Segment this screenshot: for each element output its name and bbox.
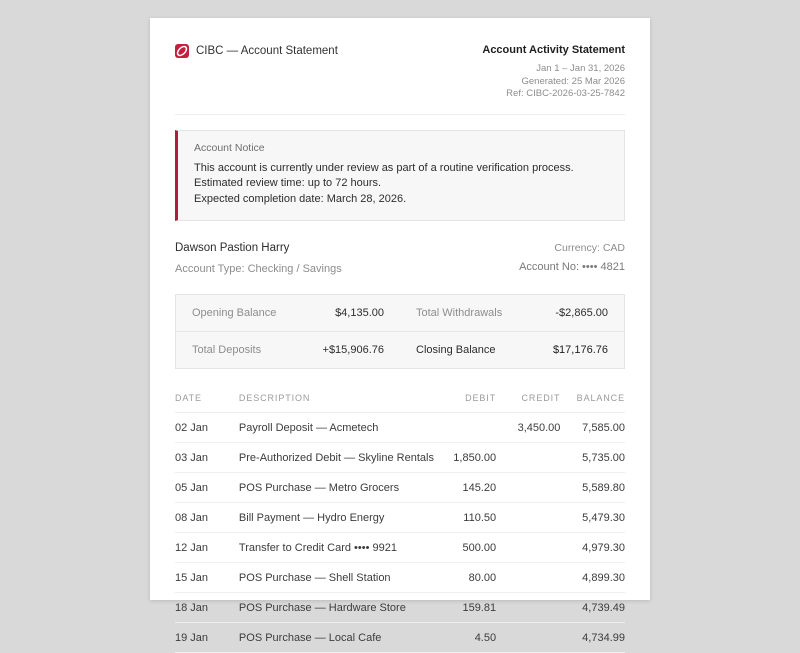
summary-label: Total Withdrawals bbox=[416, 307, 503, 319]
transaction-debit: 159.81 bbox=[434, 593, 496, 623]
transaction-row bbox=[175, 473, 625, 503]
summary-label: Closing Balance bbox=[416, 344, 496, 356]
generated-date: Generated: 25 Mar 2026 bbox=[521, 75, 625, 87]
transaction-date: 08 Jan bbox=[175, 503, 239, 533]
account-info-right bbox=[519, 242, 625, 275]
transaction-date: 02 Jan bbox=[175, 413, 239, 443]
notice-title: Account Notice bbox=[194, 141, 265, 154]
transaction-description: POS Purchase — Hardware Store bbox=[239, 593, 434, 623]
document-header bbox=[175, 44, 625, 101]
transaction-date: 05 Jan bbox=[175, 473, 239, 503]
account-info-left bbox=[175, 242, 342, 275]
reference-number: Ref: CIBC-2026-03-25-7842 bbox=[506, 88, 625, 99]
notice-line: Expected completion date: March 28, 2026. bbox=[194, 192, 407, 205]
column-header-date: DATE bbox=[175, 393, 239, 413]
transaction-credit bbox=[496, 563, 560, 593]
transaction-date: 18 Jan bbox=[175, 593, 239, 623]
column-header-description: DESCRIPTION bbox=[239, 393, 434, 413]
transaction-debit: 110.50 bbox=[434, 503, 496, 533]
brand-title: CIBC — Account Statement bbox=[196, 45, 338, 57]
summary-value: +$15,906.76 bbox=[322, 344, 384, 356]
transaction-credit bbox=[496, 503, 560, 533]
transaction-balance: 5,479.30 bbox=[560, 503, 625, 533]
transaction-debit: 145.20 bbox=[434, 473, 496, 503]
transaction-description: POS Purchase — Shell Station bbox=[239, 563, 434, 593]
transaction-description: Bill Payment — Hydro Energy bbox=[239, 503, 434, 533]
account-number: Account No: •••• 4821 bbox=[519, 261, 625, 273]
transactions-table-header bbox=[175, 393, 625, 413]
statement-period: Jan 1 – Jan 31, 2026 bbox=[536, 63, 625, 74]
transaction-row bbox=[175, 443, 625, 473]
transaction-row bbox=[175, 413, 625, 443]
transactions-table-body bbox=[175, 413, 625, 653]
transaction-credit bbox=[496, 473, 560, 503]
transaction-date: 03 Jan bbox=[175, 443, 239, 473]
transaction-credit bbox=[496, 443, 560, 473]
transaction-description: POS Purchase — Metro Grocers bbox=[239, 473, 434, 503]
transaction-description: POS Purchase — Local Cafe bbox=[239, 623, 434, 653]
transaction-debit: 1,850.00 bbox=[434, 443, 496, 473]
transaction-description: Transfer to Credit Card •••• 9921 bbox=[239, 533, 434, 563]
transaction-balance: 4,734.99 bbox=[560, 623, 625, 653]
cibc-logo-icon bbox=[175, 44, 189, 58]
transaction-debit: 4.50 bbox=[434, 623, 496, 653]
currency: Currency: CAD bbox=[554, 242, 625, 254]
document-title: Account Activity Statement bbox=[482, 44, 625, 56]
statement-document bbox=[150, 18, 650, 644]
transaction-debit: 500.00 bbox=[434, 533, 496, 563]
transaction-balance: 7,585.00 bbox=[560, 413, 625, 443]
transaction-row bbox=[175, 623, 625, 653]
balance-summary bbox=[175, 294, 625, 369]
transaction-balance: 5,735.00 bbox=[560, 443, 625, 473]
summary-closing-balance bbox=[400, 332, 624, 368]
transaction-balance: 4,899.30 bbox=[560, 563, 625, 593]
summary-label: Total Deposits bbox=[192, 344, 262, 356]
brand bbox=[175, 44, 338, 58]
header-meta bbox=[482, 44, 625, 101]
account-notice bbox=[175, 130, 625, 222]
column-header-debit: DEBIT bbox=[434, 393, 496, 413]
transaction-description: Pre-Authorized Debit — Skyline Rentals bbox=[239, 443, 434, 473]
transaction-row bbox=[175, 563, 625, 593]
transaction-credit bbox=[496, 623, 560, 653]
transaction-date: 19 Jan bbox=[175, 623, 239, 653]
notice-line: This account is currently under review as part of a routine verification process. bbox=[194, 161, 574, 174]
transaction-description: Payroll Deposit — Acmetech bbox=[239, 413, 434, 443]
transaction-balance: 4,979.30 bbox=[560, 533, 625, 563]
header-divider bbox=[175, 114, 625, 115]
summary-value: $4,135.00 bbox=[335, 307, 384, 319]
transaction-credit bbox=[496, 593, 560, 623]
summary-value: $17,176.76 bbox=[552, 344, 608, 356]
transaction-row bbox=[175, 503, 625, 533]
transaction-row bbox=[175, 593, 625, 623]
transaction-balance: 4,739.49 bbox=[560, 593, 625, 623]
summary-total-withdrawals bbox=[400, 295, 624, 332]
summary-value: -$2,865.00 bbox=[555, 307, 608, 319]
transaction-credit bbox=[496, 533, 560, 563]
notice-line: Estimated review time: up to 72 hours. bbox=[194, 177, 382, 189]
summary-label: Opening Balance bbox=[192, 307, 277, 319]
transaction-row bbox=[175, 533, 625, 563]
column-header-balance: BALANCE bbox=[560, 393, 625, 413]
transaction-date: 12 Jan bbox=[175, 533, 239, 563]
summary-opening-balance bbox=[176, 295, 400, 332]
summary-total-deposits bbox=[176, 332, 400, 368]
transaction-balance: 5,589.80 bbox=[560, 473, 625, 503]
column-header-credit: CREDIT bbox=[496, 393, 560, 413]
account-type: Account Type: Checking / Savings bbox=[175, 263, 342, 275]
account-holder-name: Dawson Pastion Harry bbox=[175, 242, 290, 254]
account-info bbox=[175, 242, 625, 275]
transaction-date: 15 Jan bbox=[175, 563, 239, 593]
transaction-credit: 3,450.00 bbox=[496, 413, 560, 443]
transaction-debit: 80.00 bbox=[434, 563, 496, 593]
transaction-debit bbox=[434, 413, 496, 443]
transactions-table bbox=[175, 393, 625, 653]
